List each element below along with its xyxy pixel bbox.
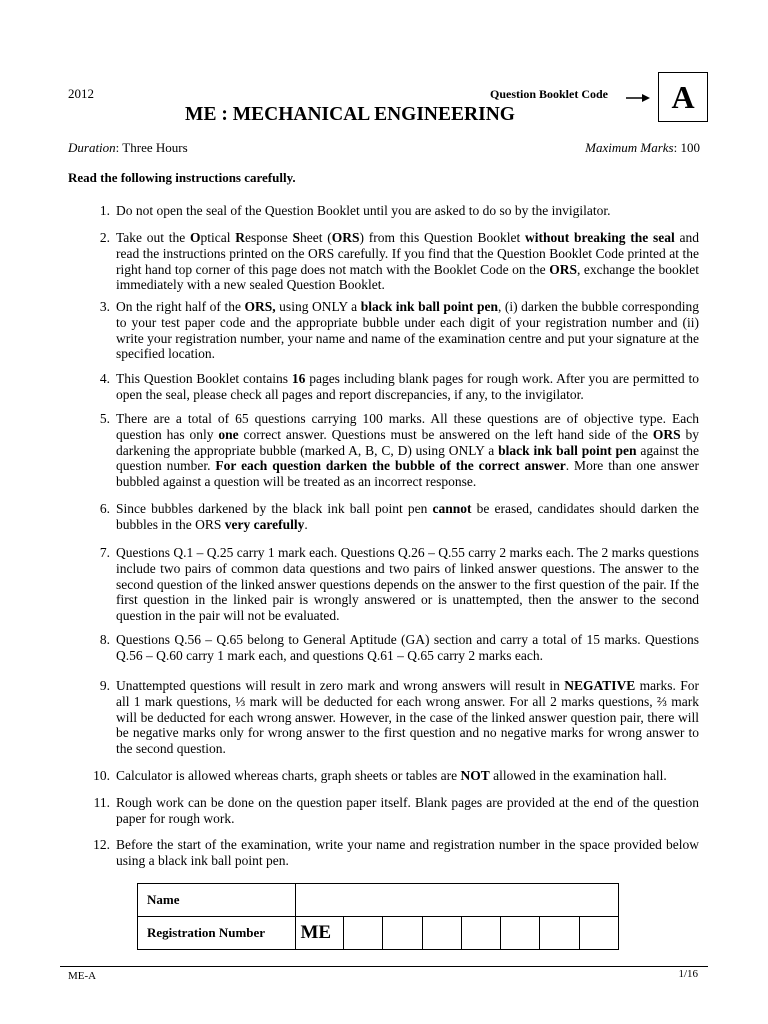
maximum-marks-label: Maximum Marks (585, 140, 674, 155)
instruction-text: Unattempted questions will result in zero mark and wrong answers will result in (116, 678, 565, 693)
instruction-text: correct answer. Questions must be answered on the left hand side of the (238, 426, 653, 442)
instruction-item (99, 632, 699, 664)
instruction-text: Do not open the seal of the Question Booklet until you are asked to do so by the invigilator. (116, 203, 611, 218)
duration (68, 140, 188, 156)
instruction-text-bold: NEGATIVE (564, 678, 636, 693)
maximum-marks-value: : 100 (673, 140, 700, 155)
duration-value: : Three Hours (115, 140, 188, 155)
maximum-marks (585, 140, 700, 156)
registration-number-label: Registration Number (138, 917, 296, 950)
instruction-item (93, 837, 699, 869)
instruction-text: Take out the (116, 230, 191, 245)
instruction-item (99, 371, 699, 403)
instruction-number: 1. (99, 203, 110, 218)
instruction-text: This Question Booklet contains (116, 371, 292, 386)
instruction-text-bold: ORS (331, 230, 360, 245)
instruction-text: allowed in the examination hall. (489, 768, 667, 783)
instruction-text: ) from this Question Booklet (359, 230, 525, 245)
instruction-text: Calculator is allowed whereas charts, graph sheets or tables are (116, 768, 461, 783)
instruction-text-bold: one (218, 426, 239, 442)
candidate-details-table (137, 883, 619, 950)
instruction-text: be erased, candidates should darken the bubbles in the ORS (116, 501, 699, 532)
name-label: Name (138, 884, 296, 917)
instruction-text: Since bubbles darkened by the black ink ball point pen (116, 501, 433, 516)
instruction-number: 6. (99, 501, 110, 516)
instruction-number: 11. (93, 795, 110, 810)
instruction-item (99, 299, 700, 362)
page-title (0, 104, 768, 126)
arrow-right-icon (626, 93, 650, 103)
registration-prefix: ME (296, 917, 344, 950)
name-field[interactable] (296, 884, 619, 917)
instruction-item (99, 411, 700, 490)
registration-row (138, 917, 619, 950)
registration-digit-box[interactable] (344, 917, 383, 950)
instruction-text: marks. For all 1 mark questions, ⅓ mark will be deducted for each wrong answer. For all 2 marks questions, ⅔ mark will be deducted for each wrong answer. However, in the case of the linked answer question pair, there will be negative marks only for wrong answer to the first question and no negative marks for wrong answer to the second question. (116, 678, 699, 757)
registration-digit-box[interactable] (383, 917, 422, 950)
instruction-text: . More than one answer bubbled against a question will be treated as an incorrect response. (116, 458, 699, 490)
instruction-text-bold: NOT (460, 768, 490, 783)
instruction-text-bold: S (292, 230, 301, 245)
instruction-text: . (304, 516, 308, 532)
name-row (138, 884, 619, 917)
instruction-text: against the question number. (116, 442, 699, 474)
instruction-text-bold: without breaking the seal (525, 230, 675, 245)
instruction-number: 4. (99, 371, 110, 386)
registration-digit-box[interactable] (422, 917, 461, 950)
instruction-item (93, 768, 699, 784)
instruction-text-bold: cannot (432, 501, 472, 516)
instruction-text: , exchange the booklet immediately with a new sealed Question Booklet. (116, 261, 699, 293)
footer-divider (60, 966, 708, 967)
instruction-text: Questions Q.1 – Q.25 carry 1 mark each. Questions Q.26 – Q.55 carry 2 marks each. The 2 marks questions include two pairs of common data questions and two pairs of linked answer questions. The answer to the second question of the linked answer questions depends on the answer to the first question of the pair. If the first question in the linked pair is wrongly answered or is unattempted, then the answer to the second question in the pair will not be evaluated. (116, 545, 699, 624)
instruction-item (99, 678, 699, 757)
footer-paper-code: ME-A (68, 970, 97, 982)
duration-label: Duration (68, 140, 116, 155)
instruction-text: Questions Q.56 – Q.65 belong to General Aptitude (GA) section and carry a total of 15 marks. Questions Q.56 – Q.60 carry 1 mark each, and questions Q.61 – Q.65 carry 2 marks each. (116, 632, 699, 663)
instruction-text-bold: ORS (652, 426, 681, 442)
instruction-text: Rough work can be done on the question paper itself. Blank pages are provided at the end of the question paper for rough work. (116, 795, 699, 826)
instruction-text: and read the instructions printed on the ORS carefully. If you find that the Question Booklet Code printed at the right hand top corner of this page does not match with the Booklet Code on the (116, 230, 699, 277)
instruction-number: 12. (93, 837, 110, 852)
instruction-text-bold: black ink ball point pen (360, 299, 498, 314)
instruction-number: 9. (99, 678, 110, 693)
instruction-text-bold: For each question darken the bubble of the correct answer (215, 458, 566, 474)
instruction-text-bold: ORS (549, 261, 577, 277)
instruction-text: There are a total of 65 questions carrying 100 marks. All these questions are of objective type. Each question has only (116, 411, 699, 442)
instruction-text-bold: O (190, 230, 201, 245)
instruction-item (99, 203, 699, 219)
booklet-code-label: Question Booklet Code (490, 87, 609, 101)
instruction-text: by darkening the appropriate bubble (marked A, B, C, D) using ONLY a (116, 426, 700, 458)
instruction-text-bold: R (235, 230, 246, 245)
instruction-text: heet ( (300, 230, 332, 245)
instruction-text-bold: 16 (291, 371, 306, 386)
instruction-number: 10. (93, 768, 110, 783)
instruction-number: 7. (99, 545, 110, 560)
instruction-item (99, 501, 699, 533)
instruction-item (93, 795, 699, 827)
instruction-number: 2. (99, 230, 110, 245)
instruction-text: , (i) darken the bubble corresponding to your test paper code and the appropriate bubble under each digit of your registration number and (ii) write your registration number, your name and name of the examination centre and put your signature at the specified location. (116, 299, 700, 362)
instruction-text: Before the start of the examination, write your name and registration number in the space provided below using a black ink ball point pen. (116, 837, 699, 868)
instruction-text: using ONLY a (275, 299, 361, 314)
registration-digit-box[interactable] (540, 917, 579, 950)
registration-digit-box[interactable] (461, 917, 500, 950)
instruction-text: esponse (245, 230, 293, 245)
instruction-number: 5. (99, 411, 110, 426)
instruction-text-bold: very carefully (224, 516, 305, 532)
footer-page-number: 1/16 (678, 968, 698, 980)
instruction-text: On the right half of the (116, 299, 245, 314)
instruction-number: 8. (99, 632, 110, 647)
page-title-text: ME : MECHANICAL ENGINEERING (185, 104, 515, 125)
instruction-item (99, 545, 699, 624)
registration-digit-box[interactable] (501, 917, 540, 950)
booklet-code-box: A (658, 72, 708, 122)
instruction-text-bold: black ink ball point pen (498, 442, 637, 458)
instruction-text-bold: ORS, (244, 299, 276, 314)
instruction-number: 3. (99, 299, 110, 314)
instruction-text: pages including blank pages for rough work. After you are permitted to open the seal, please check all pages and report discrepancies, if any, to the invigilator. (116, 371, 699, 402)
instruction-item (99, 230, 699, 293)
instruction-text: ptical (200, 230, 236, 245)
registration-digit-box[interactable] (579, 917, 618, 950)
instructions-heading: Read the following instructions carefully. (68, 170, 296, 185)
year: 2012 (68, 86, 94, 101)
